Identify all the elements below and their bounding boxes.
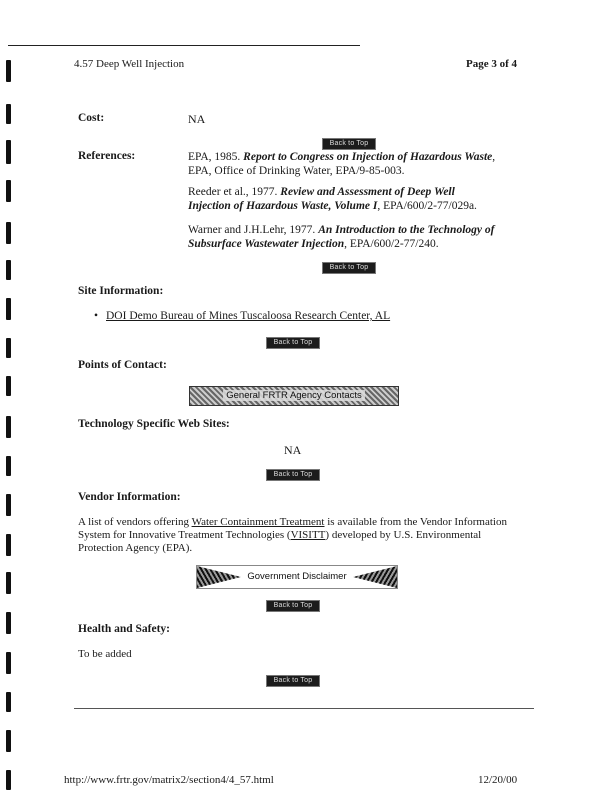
bullet-icon: •: [94, 310, 99, 322]
reference-item: EPA, 1985. Report to Congress on Injection of Hazardous Waste, EPA, Office of Drinking Water, EPA/9-85-003.: [188, 151, 496, 177]
scan-mark: [6, 730, 11, 752]
scan-mark: [6, 652, 11, 674]
disclaimer-left-graphic: [197, 566, 241, 588]
site-link[interactable]: DOI Demo Bureau of Mines Tuscaloosa Research Center, AL: [106, 310, 391, 322]
reference-item: Reeder et al., 1977. Review and Assessment of Deep Well Injection of Hazardous Waste, Volume I, EPA/600/2-77/029a.: [188, 186, 477, 212]
back-to-top-button[interactable]: Back to Top: [266, 675, 320, 687]
reference-item: Warner and J.H.Lehr, 1977. An Introduction to the Technology of Subsurface Wastewater Injection, EPA/600/2-77/240.: [188, 224, 495, 250]
scan-mark: [6, 338, 11, 358]
cost-value: NA: [188, 112, 206, 126]
scan-mark: [6, 298, 11, 320]
visitt-link[interactable]: VISITT: [290, 529, 326, 541]
vendor-information-label: Vendor Information:: [78, 491, 181, 503]
bottom-divider: [74, 708, 534, 709]
scan-mark: [6, 104, 11, 124]
back-to-top-button[interactable]: Back to Top: [266, 337, 320, 349]
scan-mark: [6, 416, 11, 438]
health-safety-label: Health and Safety:: [78, 623, 170, 635]
scan-mark: [6, 572, 11, 594]
water-containment-link[interactable]: Water Containment Treatment: [191, 516, 325, 528]
back-to-top-button[interactable]: Back to Top: [266, 469, 320, 481]
scan-mark: [6, 376, 11, 396]
top-divider: [8, 45, 360, 46]
scan-mark: [6, 140, 11, 164]
page-number: Page 3 of 4: [466, 58, 518, 70]
references-label: References:: [78, 150, 136, 162]
back-to-top-button[interactable]: Back to Top: [322, 138, 376, 150]
disclaimer-right-graphic: [353, 566, 397, 588]
scan-mark: [6, 494, 11, 516]
scan-mark: [6, 180, 11, 202]
scan-mark: [6, 692, 11, 712]
back-to-top-button[interactable]: Back to Top: [322, 262, 376, 274]
agency-contacts-label: General FRTR Agency Contacts: [223, 390, 365, 401]
health-safety-value: To be added: [78, 648, 132, 660]
footer-date: 12/20/00: [478, 774, 518, 786]
scan-mark: [6, 534, 11, 556]
scan-mark: [6, 60, 11, 82]
web-sites-value: NA: [284, 443, 302, 457]
scan-mark: [6, 222, 11, 244]
scan-mark: [6, 612, 11, 634]
scan-mark: [6, 770, 11, 790]
web-sites-label: Technology Specific Web Sites:: [78, 418, 230, 430]
cost-label: Cost:: [78, 112, 105, 124]
government-disclaimer-button[interactable]: [196, 565, 398, 589]
scan-mark: [6, 456, 11, 476]
vendor-paragraph: A list of vendors offering Water Containment Treatment is available from the Vendor Information System for Innovative Treatment Technologies (VISITT) developed by U.S. Environmental Protection Agency (EPA).: [78, 516, 507, 554]
back-to-top-button[interactable]: Back to Top: [266, 600, 320, 612]
agency-contacts-button[interactable]: [189, 386, 399, 406]
disclaimer-label: Government Disclaimer: [247, 571, 347, 582]
footer-url: http://www.frtr.gov/matrix2/section4/4_57.html: [64, 774, 274, 786]
scan-mark: [6, 260, 11, 280]
points-of-contact-label: Points of Contact:: [78, 359, 167, 371]
site-information-label: Site Information:: [78, 285, 164, 297]
page-title: 4.57 Deep Well Injection: [74, 58, 185, 70]
